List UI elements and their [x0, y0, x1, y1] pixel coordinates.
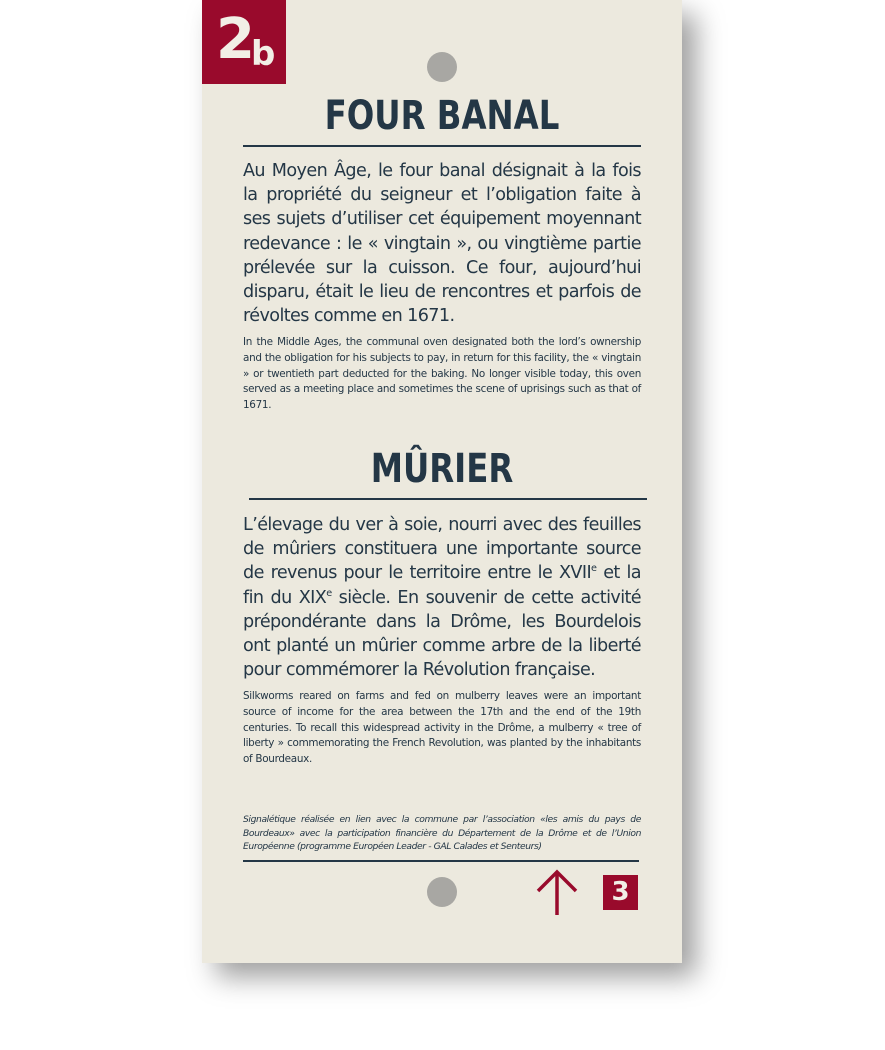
sign-panel	[202, 0, 682, 963]
century-superscript: e	[326, 587, 332, 599]
badge-suffix: b	[251, 34, 276, 74]
four-banal-divider	[243, 145, 641, 147]
footer-divider	[243, 860, 639, 862]
mounting-hole-top	[427, 52, 457, 82]
up-arrow-icon	[532, 868, 582, 918]
mounting-hole-bottom	[427, 877, 457, 907]
murier-french-part3: siècle. En souvenir de cette activité prépondérante dans la Drôme, les Bourdelois ont planté un mûrier comme arbre de la liberté pour commémorer la Révolution française.	[243, 587, 642, 681]
badge-number: 2	[216, 7, 253, 72]
next-stop-badge: 3	[603, 875, 638, 910]
murier-french-text	[243, 513, 641, 682]
murier-english-text: Silkworms reared on farms and fed on mulberry leaves were an important source of income for the area between the 17th and the end of the 19th centuries. To recall this widespread activity in the Drôme, a mulberry « tree of liberty » commemorating the French Revolution, was planted by the inhabitants of Bourdeaux.	[243, 690, 641, 766]
four-banal-title: FOUR BANAL	[324, 93, 560, 139]
murier-french-part1: L’élevage du ver à soie, nourri avec des feuilles de mûriers constituera une importante source de revenus pour le territoire entre le XVII	[243, 515, 641, 584]
murier-french-part2: et la fin du XIX	[243, 563, 641, 608]
murier-title: MÛRIER	[370, 446, 514, 492]
credit-text: Signalétique réalisée en lien avec la commune par l’association «les amis du pays de Bourdeaux» avec la participation financière du Département de la Drôme et de l’Union Européenne (programme Européen Leader - GAL Calades et Senteurs)	[243, 814, 641, 852]
four-banal-french-text: Au Moyen Âge, le four banal désignait à la fois la propriété du seigneur et l’obligation faite à ses sujets d’utiliser cet équipement moyennant redevance : le « vingtain », ou vingtième partie prélevée sur la cuisson. Ce four, aujourd’hui disparu, était le lieu de rencontres et parfois de révoltes comme en 1671.	[243, 161, 641, 327]
century-superscript: e	[591, 563, 597, 575]
murier-divider	[249, 498, 647, 500]
stop-number-badge	[202, 0, 286, 84]
four-banal-english-text: In the Middle Ages, the communal oven designated both the lord’s ownership and the obligation for his subjects to pay, in return for this facility, the « vingtain » or twentieth part deducted for the baking. No longer visible today, this oven served as a meeting place and sometimes the scene of uprisings such as that of 1671.	[243, 336, 641, 412]
